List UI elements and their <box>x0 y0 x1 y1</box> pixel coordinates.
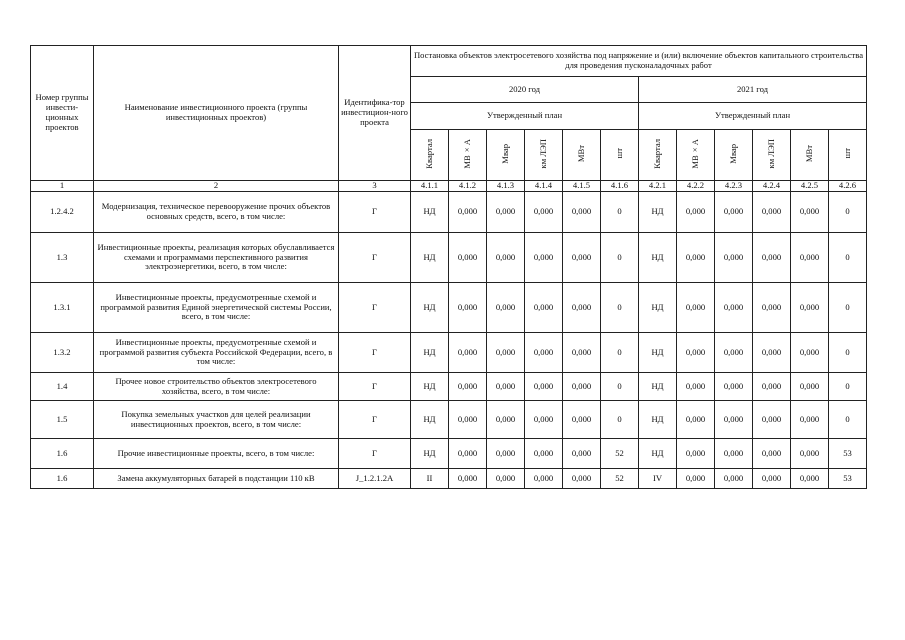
column-number-cell: 4.2.2 <box>677 181 715 192</box>
value-2020-cell: НД <box>411 401 449 439</box>
value-2020-cell: НД <box>411 333 449 373</box>
row-project-name: Инвестиционные проекты, предусмотренные схемой и программой развития Единой энергетической системы России, всего, в том числе: <box>94 283 339 333</box>
row-group-number: 1.6 <box>31 469 94 489</box>
header-unit-2020-6: шт <box>601 130 639 181</box>
row-group-number: 1.5 <box>31 401 94 439</box>
value-2020-cell: 0,000 <box>487 333 525 373</box>
value-2020-cell: 0 <box>601 373 639 401</box>
table-row <box>31 373 867 401</box>
value-2020-cell: 0,000 <box>563 401 601 439</box>
table-row <box>31 333 867 373</box>
value-2020-cell: 0,000 <box>563 439 601 469</box>
value-2020-cell: 0,000 <box>449 401 487 439</box>
value-2020-cell: 0,000 <box>449 439 487 469</box>
table-row <box>31 469 867 489</box>
header-project-name: Наименование инвестиционного проекта (группы инвестиционных проектов) <box>94 46 339 181</box>
value-2020-cell: 0,000 <box>525 192 563 233</box>
value-2020-cell: 0,000 <box>525 373 563 401</box>
row-group-number: 1.3.2 <box>31 333 94 373</box>
value-2021-cell: 0,000 <box>677 283 715 333</box>
value-2021-cell: 0 <box>829 233 867 283</box>
value-2021-cell: 0,000 <box>753 373 791 401</box>
header-unit-2021-2: МВ×А <box>677 130 715 181</box>
column-number-cell: 2 <box>94 181 339 192</box>
row-project-name: Инвестиционные проекты, реализация которых обуславливается схемами и программами перспективного развития электроэнергетики, всего, в том числе: <box>94 233 339 283</box>
value-2021-cell: 0,000 <box>791 192 829 233</box>
value-2021-cell: 0,000 <box>791 373 829 401</box>
column-number-cell: 4.2.5 <box>791 181 829 192</box>
value-2020-cell: 0,000 <box>449 192 487 233</box>
value-2021-cell: 0 <box>829 333 867 373</box>
value-2021-cell: НД <box>639 333 677 373</box>
value-2020-cell: 0,000 <box>449 283 487 333</box>
row-project-name: Замена аккумуляторных батарей в подстанции 110 кВ <box>94 469 339 489</box>
value-2020-cell: 0,000 <box>487 192 525 233</box>
value-2020-cell: 0 <box>601 283 639 333</box>
value-2021-cell: 0,000 <box>715 439 753 469</box>
value-2021-cell: 0,000 <box>677 373 715 401</box>
row-group-number: 1.4 <box>31 373 94 401</box>
column-number-cell: 4.2.6 <box>829 181 867 192</box>
value-2021-cell: 0,000 <box>791 283 829 333</box>
value-2021-cell: 0,000 <box>791 439 829 469</box>
value-2021-cell: 0,000 <box>715 373 753 401</box>
value-2020-cell: 0,000 <box>563 233 601 283</box>
value-2020-cell: НД <box>411 192 449 233</box>
column-number-cell: 4.1.3 <box>487 181 525 192</box>
row-project-name: Прочие инвестиционные проекты, всего, в том числе: <box>94 439 339 469</box>
value-2021-cell: 0 <box>829 401 867 439</box>
value-2021-cell: 0,000 <box>791 401 829 439</box>
value-2021-cell: 0,000 <box>715 333 753 373</box>
value-2020-cell: II <box>411 469 449 489</box>
header-unit-2020-5: МВт <box>563 130 601 181</box>
column-number-cell: 4.2.1 <box>639 181 677 192</box>
value-2020-cell: 0,000 <box>487 233 525 283</box>
row-project-id: Г <box>339 439 411 469</box>
value-2021-cell: 0 <box>829 283 867 333</box>
header-unit-2020-4: км ЛЭП <box>525 130 563 181</box>
header-unit-2021-3: Мвар <box>715 130 753 181</box>
row-project-id: J_1.2.1.2А <box>339 469 411 489</box>
column-number-cell: 4.1.6 <box>601 181 639 192</box>
value-2020-cell: 0,000 <box>525 333 563 373</box>
value-2021-cell: 0,000 <box>715 233 753 283</box>
value-2021-cell: 0,000 <box>753 439 791 469</box>
header-main-title: Постановка объектов электросетевого хозяйства под напряжение и (или) включение объектов капитального строительства для проведения пусконаладочных работ <box>411 46 867 77</box>
value-2021-cell: НД <box>639 439 677 469</box>
table-row <box>31 233 867 283</box>
value-2021-cell: 0,000 <box>677 233 715 283</box>
value-2020-cell: 0,000 <box>563 192 601 233</box>
value-2021-cell: 0,000 <box>715 401 753 439</box>
column-number-cell: 4.1.4 <box>525 181 563 192</box>
value-2021-cell: 0,000 <box>753 283 791 333</box>
value-2020-cell: 0,000 <box>449 233 487 283</box>
value-2021-cell: 53 <box>829 469 867 489</box>
table-row <box>31 401 867 439</box>
value-2021-cell: 0,000 <box>753 192 791 233</box>
value-2021-cell: 0,000 <box>791 233 829 283</box>
header-year-2021: 2021 год <box>639 77 867 103</box>
value-2020-cell: 52 <box>601 439 639 469</box>
value-2020-cell: 0,000 <box>563 333 601 373</box>
row-project-name: Покупка земельных участков для целей реализации инвестиционных проектов, всего, в том числе: <box>94 401 339 439</box>
value-2021-cell: 0,000 <box>715 192 753 233</box>
header-unit-2021-4: км ЛЭП <box>753 130 791 181</box>
table-row <box>31 283 867 333</box>
value-2020-cell: 0 <box>601 233 639 283</box>
header-plan-2020: Утвержденный план <box>411 103 639 130</box>
value-2020-cell: 0,000 <box>525 469 563 489</box>
column-number-cell: 1 <box>31 181 94 192</box>
header-unit-2021-1: Квартал <box>639 130 677 181</box>
row-group-number: 1.2.4.2 <box>31 192 94 233</box>
value-2021-cell: 0,000 <box>791 333 829 373</box>
value-2020-cell: 0,000 <box>525 401 563 439</box>
value-2021-cell: 0,000 <box>677 439 715 469</box>
value-2020-cell: НД <box>411 439 449 469</box>
header-year-2020: 2020 год <box>411 77 639 103</box>
row-project-id: Г <box>339 401 411 439</box>
value-2020-cell: 0,000 <box>449 373 487 401</box>
value-2020-cell: 0,000 <box>487 439 525 469</box>
value-2021-cell: 0,000 <box>753 333 791 373</box>
column-number-cell: 4.2.3 <box>715 181 753 192</box>
value-2020-cell: 0,000 <box>449 333 487 373</box>
value-2020-cell: 0,000 <box>563 469 601 489</box>
value-2021-cell: НД <box>639 373 677 401</box>
row-project-name: Модернизация, техническое перевооружение прочих объектов основных средств, всего, в том числе: <box>94 192 339 233</box>
header-project-id: Идентифика-тор инвестицион-ного проекта <box>339 46 411 181</box>
value-2021-cell: 0,000 <box>753 233 791 283</box>
value-2021-cell: 0,000 <box>677 192 715 233</box>
row-group-number: 1.3.1 <box>31 283 94 333</box>
value-2020-cell: 0 <box>601 192 639 233</box>
value-2020-cell: 0,000 <box>487 401 525 439</box>
value-2021-cell: 0,000 <box>677 401 715 439</box>
value-2021-cell: 0 <box>829 192 867 233</box>
table-row <box>31 192 867 233</box>
row-project-id: Г <box>339 233 411 283</box>
header-unit-2021-5: МВт <box>791 130 829 181</box>
value-2020-cell: 0,000 <box>487 469 525 489</box>
row-project-name: Инвестиционные проекты, предусмотренные схемой и программой развития субъекта Российской Федерации, всего, в том числе: <box>94 333 339 373</box>
row-project-id: Г <box>339 373 411 401</box>
value-2020-cell: 0,000 <box>525 439 563 469</box>
row-group-number: 1.3 <box>31 233 94 283</box>
row-project-name: Прочее новое строительство объектов электросетевого хозяйства, всего, в том числе: <box>94 373 339 401</box>
column-number-cell: 4.1.1 <box>411 181 449 192</box>
value-2021-cell: НД <box>639 283 677 333</box>
row-project-id: Г <box>339 283 411 333</box>
value-2021-cell: 0,000 <box>715 469 753 489</box>
value-2021-cell: НД <box>639 401 677 439</box>
investment-table <box>30 45 867 489</box>
table-row <box>31 439 867 469</box>
value-2020-cell: НД <box>411 283 449 333</box>
value-2020-cell: 0,000 <box>563 283 601 333</box>
row-project-id: Г <box>339 192 411 233</box>
row-group-number: 1.6 <box>31 439 94 469</box>
header-unit-2021-6: шт <box>829 130 867 181</box>
column-number-cell: 4.1.2 <box>449 181 487 192</box>
value-2021-cell: 0 <box>829 373 867 401</box>
value-2020-cell: 0,000 <box>487 373 525 401</box>
header-unit-2020-1: Квартал <box>411 130 449 181</box>
value-2021-cell: НД <box>639 233 677 283</box>
value-2020-cell: 0,000 <box>449 469 487 489</box>
value-2020-cell: 0 <box>601 401 639 439</box>
value-2021-cell: 0,000 <box>677 333 715 373</box>
value-2020-cell: НД <box>411 233 449 283</box>
column-number-cell: 4.2.4 <box>753 181 791 192</box>
header-unit-2020-3: Мвар <box>487 130 525 181</box>
value-2020-cell: 52 <box>601 469 639 489</box>
value-2021-cell: 0,000 <box>791 469 829 489</box>
value-2021-cell: 0,000 <box>715 283 753 333</box>
value-2021-cell: 0,000 <box>753 469 791 489</box>
value-2020-cell: 0,000 <box>525 283 563 333</box>
column-number-cell: 4.1.5 <box>563 181 601 192</box>
value-2021-cell: IV <box>639 469 677 489</box>
value-2021-cell: 53 <box>829 439 867 469</box>
value-2020-cell: 0,000 <box>563 373 601 401</box>
value-2020-cell: 0 <box>601 333 639 373</box>
header-unit-2020-2: МВ×А <box>449 130 487 181</box>
value-2021-cell: НД <box>639 192 677 233</box>
column-number-cell: 3 <box>339 181 411 192</box>
value-2020-cell: 0,000 <box>525 233 563 283</box>
header-plan-2021: Утвержденный план <box>639 103 867 130</box>
value-2020-cell: 0,000 <box>487 283 525 333</box>
value-2021-cell: 0,000 <box>677 469 715 489</box>
value-2021-cell: 0,000 <box>753 401 791 439</box>
value-2020-cell: НД <box>411 373 449 401</box>
header-group-number: Номер группы инвести-ционных проектов <box>31 46 94 181</box>
row-project-id: Г <box>339 333 411 373</box>
